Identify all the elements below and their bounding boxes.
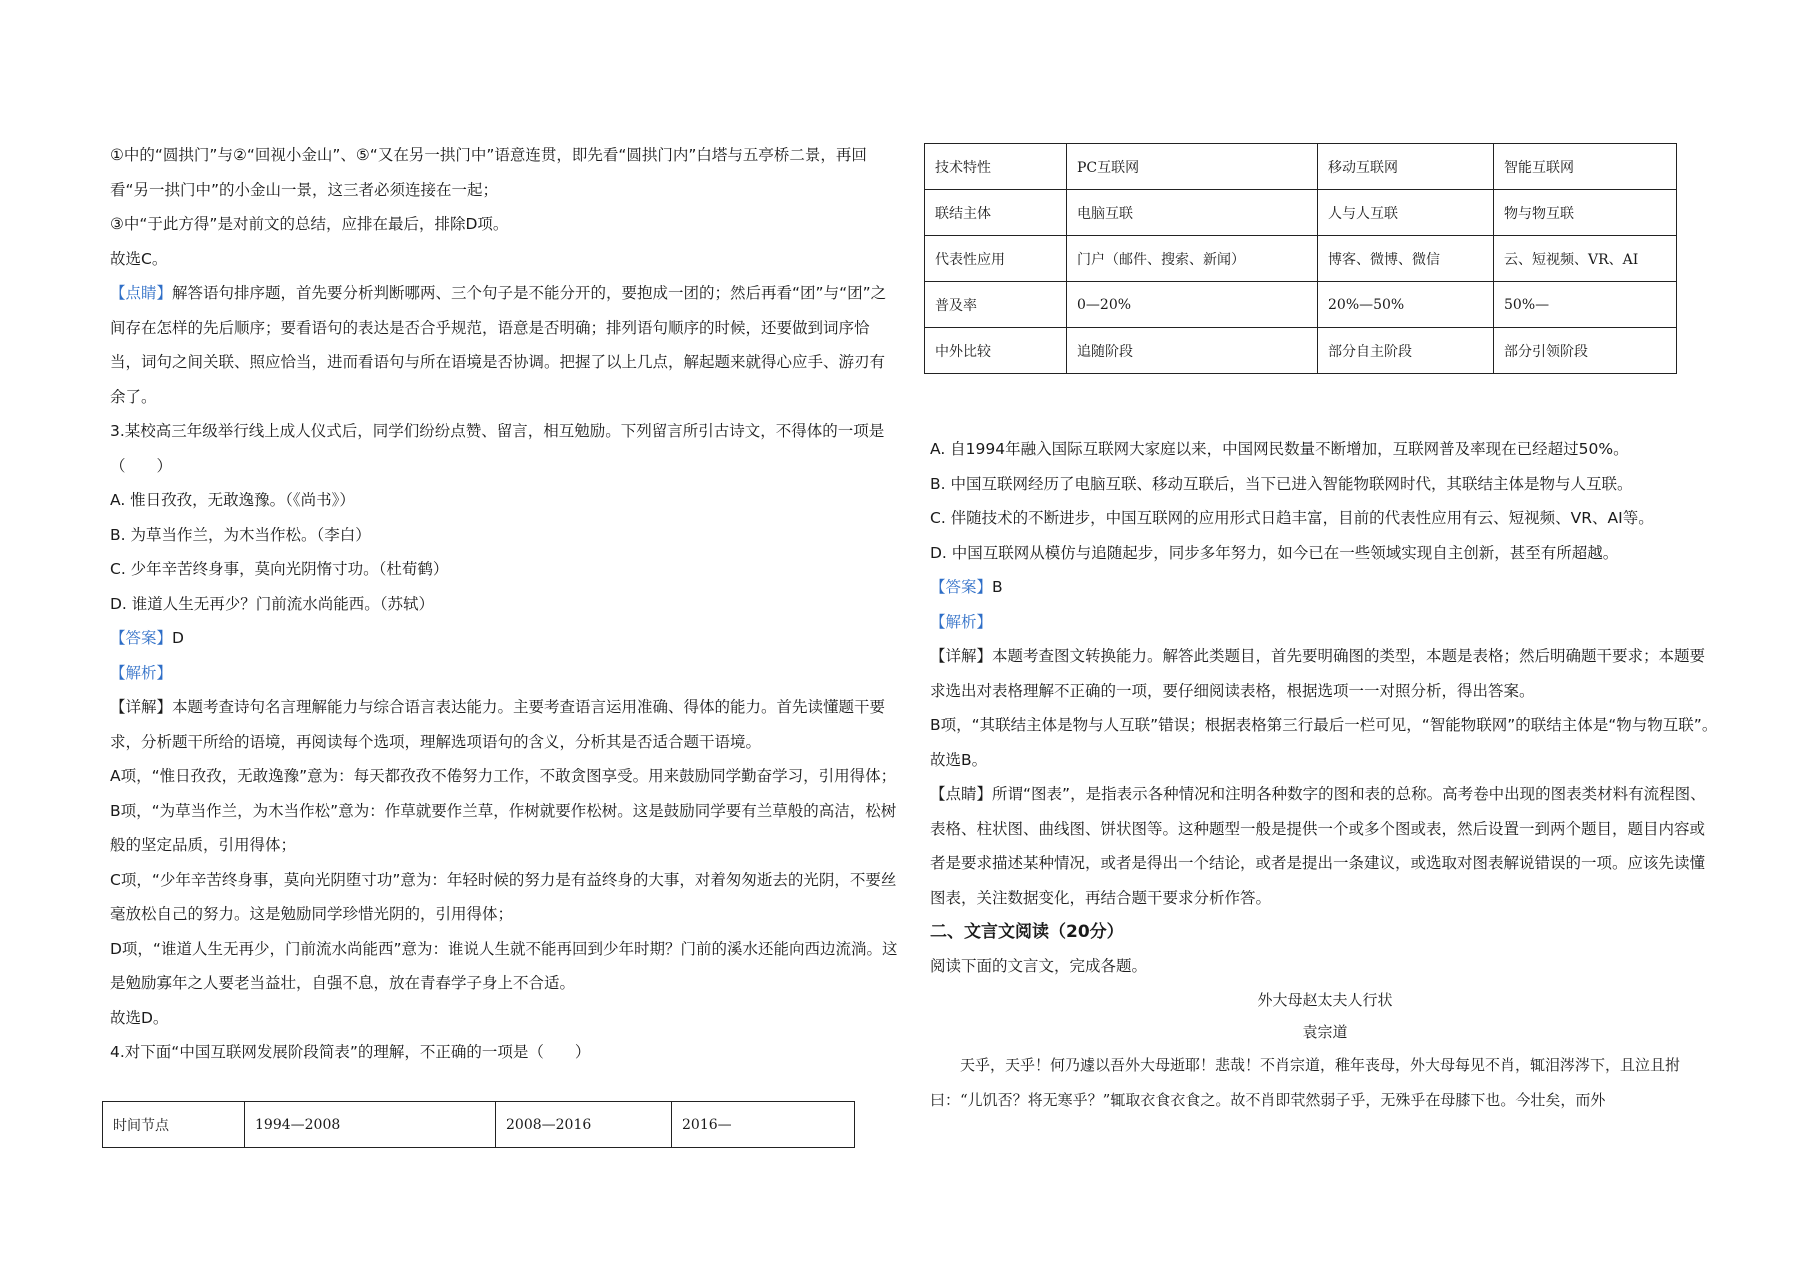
table-cell: 电脑互联 bbox=[1067, 190, 1318, 236]
internet-table-top bbox=[102, 1101, 855, 1148]
detail-text: 本题考查诗句名言理解能力与综合语言表达能力。主要考查语言运用准确、得体的能力。首先读懂题干要求，分析题干所给的语境，再阅读每个选项，理解选项语句的含义，分析其是否适合题干语境。 bbox=[110, 698, 886, 751]
left-para-2: 故选C。 bbox=[110, 249, 168, 268]
option-c: C. 伴随技术的不断进步，中国互联网的应用形式日趋丰富，目前的代表性应用有云、短视频、VR、AI等。 bbox=[930, 509, 1654, 527]
option-d: D. 中国互联网从模仿与追随起步，同步多年努力，如今已在一些领域实现自主创新，甚至有所超越。 bbox=[930, 543, 1619, 562]
essay-body: 天乎，天乎！何乃遽以吾外大母逝耶！悲哉！不肖宗道，稚年丧母，外大母每见不肖，辄泪涔涔下，且泣且拊曰：“儿饥否？将无寒乎？”辄取衣食衣食之。故不肖即茕然弱子乎，无殊乎在母膝下也。今壮矣，而外 bbox=[930, 1055, 1681, 1109]
section-heading: 二、文言文阅读（20分） bbox=[930, 922, 1124, 942]
left-para-16: 故选D。 bbox=[110, 1008, 169, 1027]
table-cell: 人与人互联 bbox=[1318, 190, 1494, 236]
option-b: B. 中国互联网经历了电脑互联、移动互联后，当下已进入智能物联网时代，其联结主体是物与人互联。 bbox=[930, 474, 1633, 493]
table-cell: 普及率 bbox=[925, 282, 1067, 328]
table-cell: 门户（邮件、搜索、新闻） bbox=[1067, 236, 1318, 282]
tip-para bbox=[930, 777, 1720, 915]
table-cell: 2008—2016 bbox=[496, 1102, 672, 1148]
table-row bbox=[925, 236, 1677, 282]
left-para-0: ①中的“圆拱门”与②“回视小金山”、⑤“又在另一拱门中”语意连贯，即先看“圆拱门内”白塔与五亭桥二景，再回看“另一拱门中”的小金山一景，这三者必须连接在一起； bbox=[110, 146, 867, 199]
right-para-7: B项，“其联结主体是物与人互联”错误；根据表格第三行最后一栏可见，“智能物联网”的联结主体是“物与物互联”。 bbox=[930, 716, 1718, 734]
table-cell: 云、短视频、VR、AI bbox=[1494, 236, 1677, 282]
left-para-12: A项，“惟日孜孜，无敢逸豫”意为：每天都孜孜不倦努力工作，不敢贪图享受。用来鼓励同学勤奋学习，引用得体； bbox=[110, 767, 897, 785]
tip-tag: 【点睛】 bbox=[930, 785, 993, 803]
detail-tag: 【详解】 bbox=[930, 647, 993, 665]
table-cell: 部分自主阶段 bbox=[1318, 328, 1494, 374]
table-cell: 1994—2008 bbox=[245, 1102, 496, 1148]
tip-text: 所谓“图表”，是指表示各种情况和注明各种数字的图和表的总称。高考卷中出现的图表类材料有流程图、表格、柱状图、曲线图、饼状图等。这种题型一般是提供一个或多个图或表，然后设置一到两个题目，题目内容或者是要求描述某种情况，或者是得出一个结论，或者是提出一条建议，或选取对图表解说错误的一项。应该先读懂图表，关注数据变化，再结合题干要求分析作答。 bbox=[930, 785, 1706, 907]
answer-tag: 【答案】 bbox=[110, 629, 173, 647]
left-para-14: C项，“少年辛苦终身事，莫向光阴堕寸功”意为：年轻时候的努力是有益终身的大事，对着匆匆逝去的光阴，不要丝毫放松自己的努力。这是勉励同学珍惜光阴的，引用得体； bbox=[110, 870, 897, 923]
analysis-tag: 【解析】 bbox=[930, 612, 993, 631]
table-cell: 物与物互联 bbox=[1494, 190, 1677, 236]
question-4: 4.对下面“中国互联网发展阶段简表”的理解，不正确的一项是（ ） bbox=[110, 1043, 591, 1061]
table-cell: 中外比较 bbox=[925, 328, 1067, 374]
right-para-8: 故选B。 bbox=[930, 750, 988, 769]
detail-para bbox=[110, 690, 900, 759]
analysis-tag: 【解析】 bbox=[110, 663, 173, 682]
table-cell: 2016— bbox=[672, 1102, 855, 1148]
answer-value: D bbox=[172, 629, 184, 647]
table-cell: 20%—50% bbox=[1318, 282, 1494, 328]
table-cell: 联结主体 bbox=[925, 190, 1067, 236]
detail-tag: 【详解】 bbox=[110, 698, 173, 716]
table-cell: 追随阶段 bbox=[1067, 328, 1318, 374]
left-column bbox=[110, 138, 900, 1070]
table-row bbox=[925, 282, 1677, 328]
essay-author: 袁宗道 bbox=[1302, 1022, 1348, 1041]
option-c: C. 少年辛苦终身事，莫向光阴惰寸功。（杜荀鹤） bbox=[110, 560, 449, 578]
table-cell: 代表性应用 bbox=[925, 236, 1067, 282]
option-b: B. 为草当作兰，为木当作松。（李白） bbox=[110, 525, 371, 544]
table-row bbox=[925, 328, 1677, 374]
tip-tag: 【点睛】 bbox=[110, 284, 173, 302]
internet-table-right bbox=[924, 143, 1677, 374]
option-d: D. 谁道人生无再少？门前流水尚能西。（苏轼） bbox=[110, 594, 435, 613]
option-a: A. 惟日孜孜，无敢逸豫。（《尚书》） bbox=[110, 491, 355, 509]
table-cell: 智能互联网 bbox=[1494, 144, 1677, 190]
table-cell: PC互联网 bbox=[1067, 144, 1318, 190]
detail-text: 本题考查图文转换能力。解答此类题目，首先要明确图的类型，本题是表格；然后明确题干要求；本题要求选出对表格理解不正确的一项，要仔细阅读表格，根据选项一一对照分析，得出答案。 bbox=[930, 647, 1706, 700]
table-cell: 博客、微博、微信 bbox=[1318, 236, 1494, 282]
table-cell: 0—20% bbox=[1067, 282, 1318, 328]
left-para-3 bbox=[110, 276, 900, 414]
essay-title: 外大母赵太夫人行状 bbox=[1257, 990, 1393, 1009]
table-cell: 时间节点 bbox=[103, 1102, 245, 1148]
section-intro: 阅读下面的文言文，完成各题。 bbox=[930, 957, 1148, 975]
right-column bbox=[930, 432, 1720, 1118]
left-para-1: ③中“于此方得”是对前文的总结，应排在最后，排除D项。 bbox=[110, 215, 509, 233]
table-cell: 50%— bbox=[1494, 282, 1677, 328]
table-row bbox=[925, 144, 1677, 190]
analysis-line bbox=[930, 605, 1720, 640]
answer-tag: 【答案】 bbox=[930, 578, 993, 596]
table-cell: 部分引领阶段 bbox=[1494, 328, 1677, 374]
left-para-13: B项，“为草当作兰，为木当作松”意为：作草就要作兰草，作树就要作松树。这是鼓励同学要有兰草般的高洁，松树般的坚定品质，引用得体； bbox=[110, 801, 897, 854]
answer-line bbox=[930, 570, 1720, 605]
table-cell: 技术特性 bbox=[925, 144, 1067, 190]
table-row bbox=[103, 1102, 855, 1148]
option-a: A. 自1994年融入国际互联网大家庭以来，中国网民数量不断增加，互联网普及率现在已经超过50%。 bbox=[930, 440, 1629, 458]
table-row bbox=[925, 190, 1677, 236]
left-para-15: D项，“谁道人生无再少，门前流水尚能西”意为：谁说人生就不能再回到少年时期？门前的溪水还能向西边流淌。这是勉励寡年之人要老当益壮，自强不息，放在青春学子身上不合适。 bbox=[110, 939, 898, 992]
tip-text: 解答语句排序题，首先要分析判断哪两、三个句子是不能分开的，要抱成一团的；然后再看“团”与“团”之间存在怎样的先后顺序；要看语句的表达是否合乎规范，语意是否明确；排列语句顺序的时候，还要做到词序恰当，词句之间关联、照应恰当，进而看语句与所在语境是否协调。把握了以上几点，解起题来就得心应手、游刃有余了。 bbox=[110, 284, 887, 406]
answer-value: B bbox=[992, 578, 1003, 596]
detail-para bbox=[930, 639, 1720, 708]
analysis-line bbox=[110, 656, 900, 691]
question-3: 3.某校高三年级举行线上成人仪式后，同学们纷纷点赞、留言，相互勉励。下列留言所引古诗文，不得体的一项是（ ） bbox=[110, 422, 885, 475]
table-cell: 移动互联网 bbox=[1318, 144, 1494, 190]
answer-line bbox=[110, 621, 900, 656]
